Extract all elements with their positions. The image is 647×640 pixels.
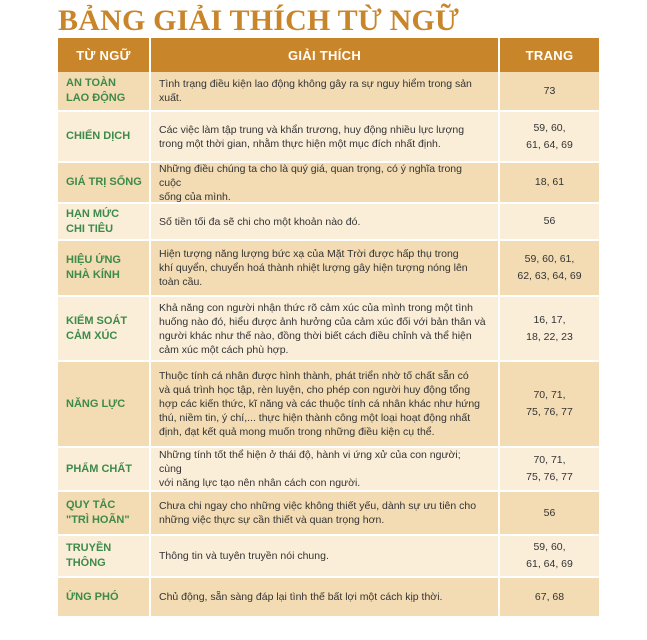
explanation-cell: Thông tin và tuyên truyền nói chung. xyxy=(151,536,500,578)
explanation-cell: Số tiền tối đa sẽ chi cho một khoản nào đó. xyxy=(151,204,500,241)
explanation-cell: Những điều chúng ta cho là quý giá, quan trọng, có ý nghĩa trong cuộc sống của mình. xyxy=(151,163,500,204)
explanation-cell: Những tính tốt thể hiện ở thái độ, hành vi ứng xử của con người; cùng với năng lực tạo nên nhân cách con người. xyxy=(151,448,500,492)
term-cell: PHẨM CHẤT xyxy=(58,448,151,492)
header-term: TỪ NGỮ xyxy=(58,38,151,72)
term-cell: GIÁ TRỊ SỐNG xyxy=(58,163,151,204)
page-cell: 56 xyxy=(500,492,599,536)
glossary-table xyxy=(58,38,599,618)
term-cell: KIỂM SOÁT CẢM XÚC xyxy=(58,297,151,362)
page-cell: 70, 71, 75, 76, 77 xyxy=(500,448,599,492)
term-cell: TRUYỀN THÔNG xyxy=(58,536,151,578)
term-cell: CHIẾN DỊCH xyxy=(58,112,151,163)
explanation-cell: Hiện tượng năng lượng bức xạ của Mặt Trời được hấp thụ trong khí quyển, chuyển hoá thành nhiệt lượng gây hiện tượng nóng lên toàn cầu. xyxy=(151,241,500,297)
term-cell: HIỆU ỨNG NHÀ KÍNH xyxy=(58,241,151,297)
explanation-cell: Các việc làm tập trung và khẩn trương, huy động nhiều lực lượng trong một thời gian, nhằm thực hiện một mục đích nhất định. xyxy=(151,112,500,163)
page-cell: 16, 17, 18, 22, 23 xyxy=(500,297,599,362)
term-cell: NĂNG LỰC xyxy=(58,362,151,448)
page-cell: 59, 60, 61, 64, 69 xyxy=(500,112,599,163)
explanation-cell: Chủ động, sẵn sàng đáp lại tình thế bất lợi một cách kịp thời. xyxy=(151,578,500,618)
term-cell: ỨNG PHÓ xyxy=(58,578,151,618)
page-cell: 59, 60, 61, 64, 69 xyxy=(500,536,599,578)
term-cell: HẠN MỨC CHI TIÊU xyxy=(58,204,151,241)
term-cell: AN TOÀN LAO ĐỘNG xyxy=(58,72,151,112)
page-cell: 70, 71, 75, 76, 77 xyxy=(500,362,599,448)
header-page: TRANG xyxy=(500,38,599,72)
page-cell: 18, 61 xyxy=(500,163,599,204)
page-cell: 59, 60, 61, 62, 63, 64, 69 xyxy=(500,241,599,297)
page-cell: 67, 68 xyxy=(500,578,599,618)
page-cell: 56 xyxy=(500,204,599,241)
explanation-cell: Khả năng con người nhận thức rõ cảm xúc của mình trong một tình huống nào đó, hiểu được ảnh hưởng của cảm xúc đối với bản thân và người khác như thế nào, đồng thời biết cách điều chỉnh và thể hiện cảm xúc một cách phù hợp. xyxy=(151,297,500,362)
explanation-cell: Tình trạng điều kiện lao động không gây ra sự nguy hiểm trong sản xuất. xyxy=(151,72,500,112)
term-cell: QUY TẮC "TRÌ HOÃN" xyxy=(58,492,151,536)
explanation-cell: Chưa chi ngay cho những việc không thiết yếu, dành sự ưu tiên cho những việc thực sự cần thiết và quan trọng hơn. xyxy=(151,492,500,536)
header-explanation: GIẢI THÍCH xyxy=(151,38,500,72)
page-cell: 73 xyxy=(500,72,599,112)
page-title: BẢNG GIẢI THÍCH TỪ NGỮ xyxy=(58,4,460,37)
explanation-cell: Thuộc tính cá nhân được hình thành, phát triển nhờ tố chất sẵn có và quá trình học tập, rèn luyện, cho phép con người huy động tổng hợp các kiến thức, kĩ năng và các thuộc tính cá nhân khác như hứng thú, niềm tin, ý chí,... thực hiện thành công một loại hoạt động nhất định, đạt kết quả mong muốn trong những điều kiện cụ thể. xyxy=(151,362,500,448)
